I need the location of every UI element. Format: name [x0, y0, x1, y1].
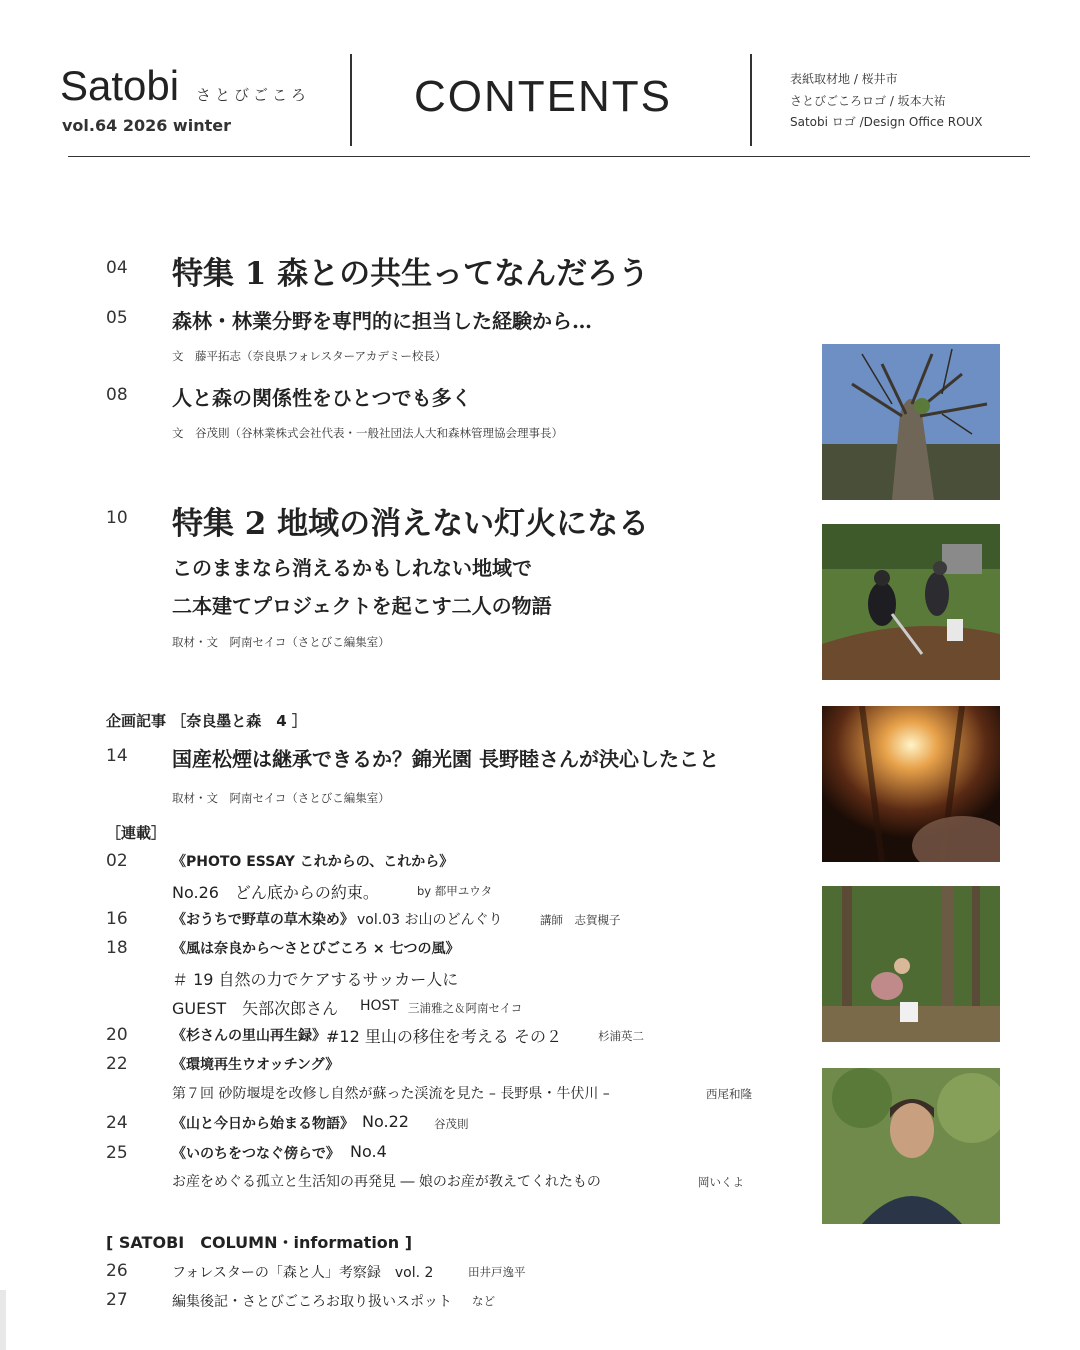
volume-label: vol.64 2026 winter	[62, 116, 231, 135]
section-heading-rensai: ［連載］	[106, 824, 167, 842]
series-title[interactable]: 《PHOTO ESSAY これからの、これから》	[172, 854, 454, 870]
page-number: 05	[106, 308, 128, 328]
series-text: お産をめぐる孤立と生活知の再発見 ― 娘のお産が教えてくれたもの	[172, 1174, 601, 1190]
article-author: 文 藤平拓志（奈良県フォレスターアカデミー校長）	[172, 349, 447, 363]
column-credit: 田井戸逸平	[468, 1265, 526, 1279]
page-number: 18	[106, 938, 128, 958]
series-title[interactable]: 《風は奈良から〜さとびごころ × 七つの風》	[172, 941, 460, 957]
section-heading-kikaku: 企画記事 ［奈良墨と森 4 ］	[106, 712, 307, 730]
credit-logo-kana: さとびごころロゴ / 坂本大祐	[790, 94, 946, 108]
column-text[interactable]: 編集後記・さとびごころお取り扱いスポット	[172, 1294, 452, 1310]
article-title[interactable]: 国産松煙は継承できるか？錦光園 長野睦さんが決心したこと	[172, 747, 719, 771]
series-text: No.22	[362, 1112, 409, 1131]
series-title[interactable]: 《おうちで野草の草木染め》	[172, 912, 354, 928]
article-title[interactable]: 森林・林業分野を専門的に担当した経験から…	[172, 309, 592, 333]
page-number: 27	[106, 1290, 128, 1310]
series-text: #12 里山の移住を考える その２	[326, 1027, 562, 1046]
series-text: vol.03 お山のどんぐり	[357, 912, 503, 928]
series-title[interactable]: 《いのちをつなぐ傍らで》	[172, 1146, 340, 1162]
feature2-subtitle: 二本建てプロジェクトを起こす二人の物語	[172, 594, 552, 618]
page-number: 26	[106, 1261, 128, 1281]
satobi-logo: Satobi	[60, 62, 180, 109]
series-credit: by 都甲ユウタ	[417, 884, 493, 898]
article-author: 文 谷茂則（谷林業株式会社代表・一般社団法人大和森林管理協会理事長）	[172, 426, 563, 440]
credit-cover: 表紙取材地 / 桜井市	[790, 72, 898, 86]
page-number: 20	[106, 1025, 128, 1045]
photo-forest-person	[822, 886, 1000, 1042]
page-number: 02	[106, 851, 128, 871]
column-text[interactable]: フォレスターの「森と人」考察録 vol. 2	[172, 1265, 434, 1281]
series-credit: 講師 志賀槻子	[540, 913, 621, 927]
page-number: 14	[106, 746, 128, 766]
feature2-title[interactable]: 特集 2 地域の消えない灯火になる	[172, 506, 650, 542]
series-guest: GUEST 矢部次郎さん	[172, 999, 339, 1018]
page-number: 25	[106, 1143, 128, 1163]
column-credit: など	[472, 1294, 495, 1308]
header-divider-right	[750, 54, 752, 146]
series-text: 第７回 砂防堰堤を改修し自然が蘇った渓流を見た – 長野県・牛伏川 –	[172, 1086, 610, 1102]
series-credit: 谷茂則	[434, 1117, 469, 1131]
photo-flame	[822, 706, 1000, 862]
header-rule	[68, 156, 1030, 157]
series-credit: 杉浦英二	[598, 1029, 644, 1043]
credit-logo: Satobi ロゴ /Design Office ROUX	[790, 115, 983, 129]
article-author: 取材・文 阿南セイコ（さとびこ編集室）	[172, 791, 390, 805]
article-author: 取材・文 阿南セイコ（さとびこ編集室）	[172, 635, 390, 649]
series-credit: 三浦雅之＆阿南セイコ	[408, 1001, 523, 1015]
contents-title: CONTENTS	[414, 72, 672, 121]
series-title[interactable]: 《山と今日から始まる物語》	[172, 1116, 354, 1132]
page-edge-shadow	[0, 1290, 6, 1350]
photo-digging	[822, 524, 1000, 680]
series-credit: 西尾和隆	[706, 1087, 752, 1101]
series-text: No.4	[350, 1142, 387, 1161]
page-number: 16	[106, 909, 128, 929]
page-number: 04	[106, 258, 128, 278]
series-text: ＃ 19 自然の力でケアするサッカー人に	[172, 970, 459, 989]
photo-tree	[822, 344, 1000, 500]
page-number: 10	[106, 508, 128, 528]
series-title[interactable]: 《杉さんの里山再生録》	[172, 1028, 326, 1044]
series-text: No.26 どん底からの約束。	[172, 883, 379, 902]
article-title[interactable]: 人と森の関係性をひとつでも多く	[172, 386, 472, 410]
series-credit: 岡いくよ	[698, 1175, 744, 1189]
series-host-label: HOST	[360, 998, 399, 1014]
logo-kana: さとびごころ	[196, 86, 311, 104]
page-number: 24	[106, 1113, 128, 1133]
series-title[interactable]: 《環境再生ウオッチング》	[172, 1057, 340, 1073]
feature2-subtitle: このままなら消えるかもしれない地域で	[172, 556, 532, 580]
feature1-title[interactable]: 特集 1 森との共生ってなんだろう	[172, 256, 650, 292]
photo-portrait	[822, 1068, 1000, 1224]
page-number: 22	[106, 1054, 128, 1074]
header-divider-left	[350, 54, 352, 146]
section-heading-column: [ SATOBI COLUMN・information ]	[106, 1233, 413, 1252]
page-number: 08	[106, 385, 128, 405]
